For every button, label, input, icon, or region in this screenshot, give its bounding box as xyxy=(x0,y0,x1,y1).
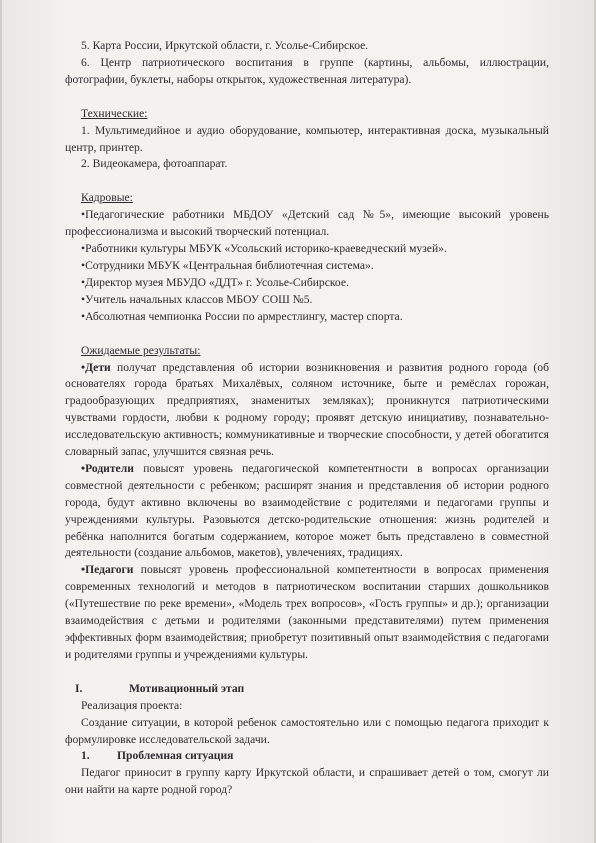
document-page xyxy=(2,0,594,843)
bullet-icon: • xyxy=(81,258,86,272)
substage-number: 1. xyxy=(81,749,90,763)
bullet-icon: • xyxy=(81,292,86,306)
results-parents: •Родители повысят уровень педагогической компетентности в вопросах организации совместной деятельности с ребенком; расширят знания и представления об истории родного города, будут активно включены во взаимодействие с родителями и педагогами группы и учреждениями культуры. Разовьются детско-родительские отношения: жизнь родителей и ребёнка наполнится богатым содержанием, которое может быть представлено в совместной деятельности (создание альбомов, макетов), увлечениях, традициях. xyxy=(65,461,549,560)
stage-heading xyxy=(65,681,549,698)
stage-number: I. xyxy=(75,681,83,695)
stage-intro: Создание ситуации, в которой ребенок самостоятельно или с помощью педагога приходит к формулировке исследовательской задачи. xyxy=(65,715,549,746)
results-children: •Дети получат представления об истории возникновения и развития родного города (об основателях города братьях Михалёвых, соляном источнике, быте и ремёслах горожан, градообразующих предприятиях, знаменитых земляках); проникнутся патриотическими чувствами гордости, любви к родному городу; проявят детскую инициативу, познавательно-исследовательскую активность; коммуникативные и творческие способности, у детей обогатится словарный запас, улучшится связная речь. xyxy=(65,360,549,459)
bullet-icon: • xyxy=(81,242,86,256)
staff-heading: Кадровые: xyxy=(81,191,133,205)
technical-heading: Технические: xyxy=(81,106,148,120)
resource-item-6: 6. Центр патриотического воспитания в группе (картины, альбомы, иллюстрации, фотографии, буклеты, наборы открыток, художественная литература). xyxy=(65,55,549,86)
bullet-icon: • xyxy=(81,309,86,323)
resource-item-5: 5. Карта России, Иркутской области, г. Усолье-Сибирское. xyxy=(81,39,369,52)
staff-item: •Директор музея МБУДО «ДДТ» г. Усолье-Сибирское. xyxy=(81,275,349,289)
stage-subtitle: Реализация проекта: xyxy=(81,698,183,712)
staff-item: •Сотрудники МБУК «Центральная библиотечная система». xyxy=(81,258,374,272)
bullet-icon: • xyxy=(81,461,86,475)
substage-title: Проблемная ситуация xyxy=(117,749,234,763)
substage-heading xyxy=(65,748,549,765)
staff-item: •Работники культуры МБУК «Усольский историко-краеведческий музей». xyxy=(81,242,447,256)
technical-item-1: 1. Мультимедийное и аудио оборудование, компьютер, интерактивная доска, музыкальный центр, принтер. xyxy=(65,123,549,154)
bullet-icon: • xyxy=(81,208,86,222)
bullet-icon: • xyxy=(81,360,86,374)
bullet-icon: • xyxy=(81,563,86,577)
parents-label: Родители xyxy=(85,461,134,475)
technical-item-2: 2. Видеокамера, фотоаппарат. xyxy=(81,157,228,171)
document-content xyxy=(65,38,549,799)
substage-text: Педагог приносит в группу карту Иркутской области, и спрашивает детей о том, смогут ли они найти на карте родной город? xyxy=(65,766,549,797)
children-label: Дети xyxy=(85,360,111,374)
stage-title: Мотивационный этап xyxy=(129,681,245,695)
results-heading: Ожидаемые результаты: xyxy=(81,343,201,357)
staff-item: •Абсолютная чемпионка России по армрестлингу, мастер спорта. xyxy=(81,309,403,323)
staff-item: •Учитель начальных классов МБОУ СОШ №5. xyxy=(81,292,313,306)
bullet-icon: • xyxy=(81,275,86,289)
staff-item: •Педагогические работники МБДОУ «Детский сад №5», имеющие высокий уровень профессионализма и высокий творческий потенциал. xyxy=(65,208,549,239)
results-teachers: •Педагоги повысят уровень профессиональной компетентности в вопросах применения современных технологий и методов в патриотическом воспитании старших дошкольников («Путешествие по реке времени», «Модель трех вопросов», «Гость группы» и др.); организации взаимодействия с детьми и родителями (законными представителями) путем применения эффективных форм взаимодействия; приобретут позитивный опыт взаимодействия с педагогами и родителями группы и учреждениями культуры. xyxy=(65,563,549,661)
teachers-label: Педагоги xyxy=(85,563,134,577)
